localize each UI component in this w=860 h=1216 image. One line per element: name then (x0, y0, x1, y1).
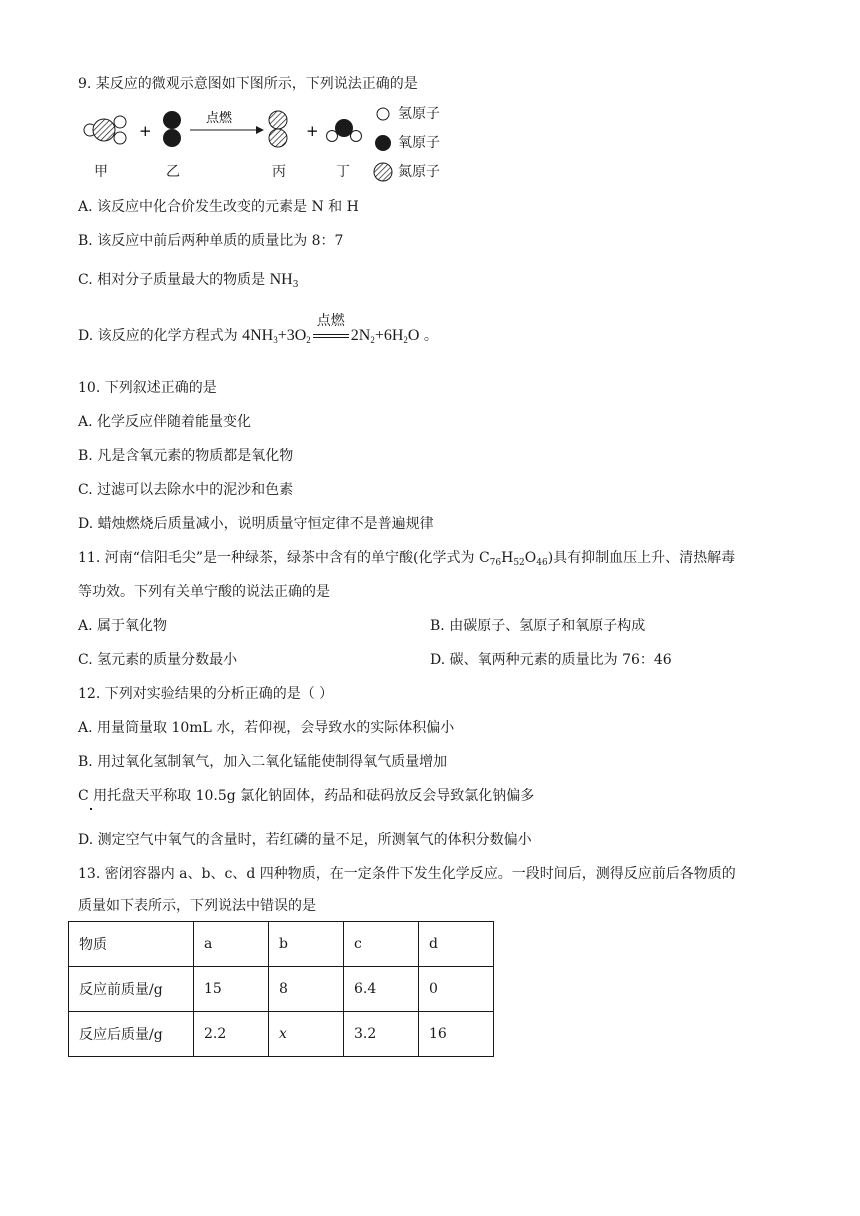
q11-option-b: B. 由碳原子、氢原子和氧原子构成 (430, 618, 646, 634)
molecule-yi-icon (163, 111, 181, 147)
table-cell: 15 (194, 967, 269, 1012)
table-cell: 反应后质量/g (69, 1012, 194, 1057)
legend-nitrogen-label: 氮原子 (398, 164, 440, 180)
q9-option-c (78, 270, 298, 295)
legend-oxygen-icon (375, 135, 391, 151)
q11-option-a: A. 属于氧化物 (78, 618, 168, 634)
molecule-ding-icon (327, 119, 362, 142)
q9-option-d (78, 314, 438, 350)
q10-option-b: B. 凡是含氧元素的物质都是氧化物 (78, 448, 294, 464)
q12-option-c: C 用托盘天平称取 10.5g 氯化钠固体，药品和砝码放反会导致氯化钠偏多 (78, 788, 535, 804)
q11-stem-text-end: )具有抑制血压上升、清热解毒 (547, 550, 736, 566)
eq-term-h2o: +6H (374, 327, 404, 344)
table-row (69, 1012, 494, 1057)
molecule-bing-icon (269, 111, 287, 147)
table-cell: 反应前质量/g (69, 967, 194, 1012)
eq-term-nh3: 4NH (242, 327, 274, 344)
table-cell: x (269, 1012, 344, 1057)
q11-stem-line1 (78, 548, 735, 573)
eq-term-n2: 2N (350, 327, 371, 344)
q10-stem: 10. 下列叙述正确的是 (78, 380, 217, 396)
plus-sign-1: + (139, 122, 152, 140)
table-cell: 6.4 (344, 967, 419, 1012)
formula-h: H (501, 550, 514, 566)
legend-oxygen-label: 氧原子 (398, 135, 440, 151)
legend-nitrogen-icon (374, 163, 392, 181)
table-row (69, 967, 494, 1012)
legend-hydrogen-label: 氢原子 (398, 106, 440, 122)
arrow-condition: 点燃 (206, 111, 233, 126)
table-header-cell: 物质 (69, 922, 194, 967)
table-cell: 2.2 (194, 1012, 269, 1057)
q12-stem: 12. 下列对实验结果的分析正确的是（ ） (78, 686, 334, 702)
table-header-cell: b (269, 922, 344, 967)
formula-sub: 76 (489, 558, 502, 568)
q9-option-d-text: D. 该反应的化学方程式为 (78, 328, 243, 344)
q9-stem: 9. 某反应的微观示意图如下图所示，下列说法正确的是 (78, 76, 418, 92)
q13-stem-line2: 质量如下表所示，下列说法中错误的是 (78, 898, 316, 914)
table-header-cell: d (419, 922, 494, 967)
eq-term-o: O (407, 327, 420, 344)
mass-table (68, 921, 494, 1057)
eq-condition: 点燃 (316, 314, 345, 330)
q12-option-b: B. 用过氧化氢制氧气，加入二氧化锰能使制得氧气质量增加 (78, 754, 448, 770)
q10-option-a: A. 化学反应伴随着能量变化 (78, 414, 252, 430)
molecule-jia-icon (84, 116, 126, 144)
reaction-arrow-icon (190, 126, 264, 134)
eq-sub: 2 (306, 335, 311, 345)
label-yi: 乙 (166, 164, 180, 180)
eq-condition-sign (313, 314, 349, 346)
formula-sub: 46 (536, 558, 548, 568)
label-jia: 甲 (94, 164, 108, 180)
stray-dot (90, 808, 92, 810)
q11-stem-line2: 等功效。下列有关单宁酸的说法正确的是 (78, 584, 330, 600)
q11-stem-text: 11. 河南“信阳毛尖”是一种绿茶，绿茶中含有的单宁酸(化学式为 C (78, 550, 490, 566)
table-header-cell: c (344, 922, 419, 967)
q10-option-d: D. 蜡烛燃烧后质量减小，说明质量守恒定律不是普遍规律 (78, 516, 434, 532)
q9-option-c-formula: NH (269, 271, 293, 288)
q9-option-c-sub: 3 (292, 280, 299, 290)
plus-sign-2: + (306, 122, 319, 140)
label-ding: 丁 (336, 164, 350, 180)
q9-option-c-text: C. 相对分子质量最大的物质是 (78, 272, 270, 288)
q11-option-c: C. 氢元素的质量分数最小 (78, 652, 238, 668)
q12-option-d: D. 测定空气中氧气的含量时，若红磷的量不足，所测氧气的体积分数偏小 (78, 832, 532, 848)
table-cell: 0 (419, 967, 494, 1012)
formula-o: O (524, 550, 537, 566)
chemical-equation (242, 314, 420, 345)
eq-sub: 2 (370, 335, 375, 345)
formula-sub: 52 (513, 558, 525, 568)
label-bing: 丙 (272, 164, 286, 180)
q11-option-d: D. 碳、氧两种元素的质量比为 76：46 (430, 652, 672, 668)
eq-term-o2: +3O (277, 327, 307, 344)
table-header-cell: a (194, 922, 269, 967)
legend-hydrogen-icon (377, 108, 389, 120)
table-cell: 3.2 (344, 1012, 419, 1057)
eq-sub: 3 (273, 335, 278, 345)
q10-option-c: C. 过滤可以去除水中的泥沙和色素 (78, 482, 294, 498)
eq-sub: 2 (403, 335, 408, 345)
q12-option-a: A. 用量筒量取 10mL 水，若仰视，会导致水的实际体积偏小 (78, 720, 455, 736)
q9-option-a: A. 该反应中化合价发生改变的元素是 N 和 H (78, 199, 359, 215)
table-cell: 8 (269, 967, 344, 1012)
table-cell: 16 (419, 1012, 494, 1057)
table-header-row (69, 922, 494, 967)
q9-option-b: B. 该反应中前后两种单质的质量比为 8：7 (78, 233, 344, 249)
q13-stem-line1: 13. 密闭容器内 a、b、c、d 四种物质，在一定条件下发生化学反应。一段时间后，测得反应前后各物质的 (78, 866, 736, 882)
eq-end: 。 (419, 328, 438, 344)
reaction-microscopic-diagram (78, 106, 458, 186)
